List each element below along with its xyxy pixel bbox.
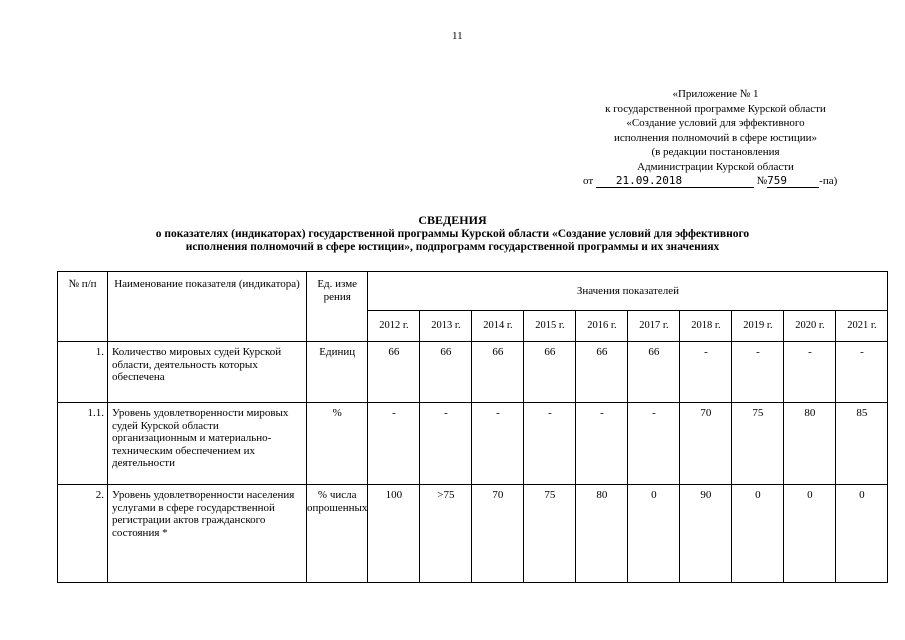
table-row	[58, 403, 888, 485]
from-label: от	[583, 175, 594, 187]
appendix-block	[583, 87, 848, 189]
value-cell: 0	[836, 485, 888, 583]
value-cell: 80	[784, 403, 836, 485]
value-cell: 66	[628, 342, 680, 403]
value-cell: -	[732, 342, 784, 403]
indicator-unit: % числа опрошенных	[307, 485, 368, 583]
table-row	[58, 485, 888, 583]
heading-line: о показателях (индикаторах) государственной программы Курской области «Создание условий для эффективного	[155, 227, 750, 240]
header-number: № п/п	[58, 272, 108, 342]
value-cell: -	[472, 403, 524, 485]
row-number: 1.	[58, 342, 108, 403]
value-cell: -	[836, 342, 888, 403]
appendix-line: исполнения полномочий в сфере юстиции»	[613, 131, 818, 144]
value-cell: >75	[420, 485, 472, 583]
heading-line: исполнения полномочий в сфере юстиции», подпрограмм государственной программы и их значениях	[185, 241, 720, 253]
indicator-unit: Единиц	[307, 342, 368, 403]
header-year: 2015 г.	[524, 311, 576, 342]
value-cell: 70	[680, 403, 732, 485]
header-year: 2021 г.	[836, 311, 888, 342]
value-cell: -	[784, 342, 836, 403]
header-year: 2012 г.	[368, 311, 420, 342]
number-sign: №	[756, 175, 768, 187]
value-cell: -	[368, 403, 420, 485]
appendix-line: «Создание условий для эффективного	[626, 117, 805, 129]
value-cell: 0	[628, 485, 680, 583]
indicator-unit: %	[307, 403, 368, 485]
header-year: 2018 г.	[680, 311, 732, 342]
header-year: 2013 г.	[420, 311, 472, 342]
value-cell: 75	[524, 485, 576, 583]
page-number: 11	[452, 30, 463, 42]
value-cell: -	[628, 403, 680, 485]
appendix-line: к государственной программе Курской области	[605, 102, 826, 115]
value-cell: 66	[368, 342, 420, 403]
document-heading	[60, 214, 845, 255]
value-cell: -	[680, 342, 732, 403]
header-year: 2017 г.	[628, 311, 680, 342]
header-year: 2020 г.	[784, 311, 836, 342]
value-cell: -	[420, 403, 472, 485]
header-values: Значения показателей	[368, 272, 888, 311]
header-year: 2019 г.	[732, 311, 784, 342]
value-cell: 66	[524, 342, 576, 403]
value-cell: 66	[576, 342, 628, 403]
value-cell: -	[576, 403, 628, 485]
value-cell: 85	[836, 403, 888, 485]
header-indicator-name: Наименование показателя (индикатора)	[108, 272, 307, 342]
resolution-number: 759	[767, 175, 819, 188]
value-cell: 0	[732, 485, 784, 583]
value-cell: 70	[472, 485, 524, 583]
number-suffix: -па)	[819, 175, 838, 187]
header-year: 2014 г.	[472, 311, 524, 342]
header-year: 2016 г.	[576, 311, 628, 342]
heading-title: СВЕДЕНИЯ	[418, 213, 487, 227]
value-cell: 100	[368, 485, 420, 583]
value-cell: 80	[576, 485, 628, 583]
value-cell: 66	[472, 342, 524, 403]
header-unit: Ед. изме рения	[307, 272, 368, 342]
appendix-line: (в редакции постановления	[651, 146, 780, 158]
row-number: 1.1.	[58, 403, 108, 485]
resolution-date-line	[583, 174, 848, 189]
appendix-line: «Приложение № 1	[672, 88, 759, 100]
row-number: 2.	[58, 485, 108, 583]
resolution-date: 21.09.2018	[596, 175, 754, 188]
value-cell: 0	[784, 485, 836, 583]
indicators-table	[57, 271, 888, 583]
table-row	[58, 342, 888, 403]
value-cell: 75	[732, 403, 784, 485]
indicator-name: Уровень удовлетворенности мировых судей Курской области организационным и материально-техническим обеспечением их деятельности	[108, 403, 307, 485]
value-cell: 66	[420, 342, 472, 403]
appendix-line: Администрации Курской области	[637, 160, 794, 173]
indicator-name: Уровень удовлетворенности населения услугами в сфере государственной регистрации актов гражданского состояния *	[108, 485, 307, 583]
indicator-name: Количество мировых судей Курской области, деятельность которых обеспечена	[108, 342, 307, 403]
value-cell: 90	[680, 485, 732, 583]
value-cell: -	[524, 403, 576, 485]
